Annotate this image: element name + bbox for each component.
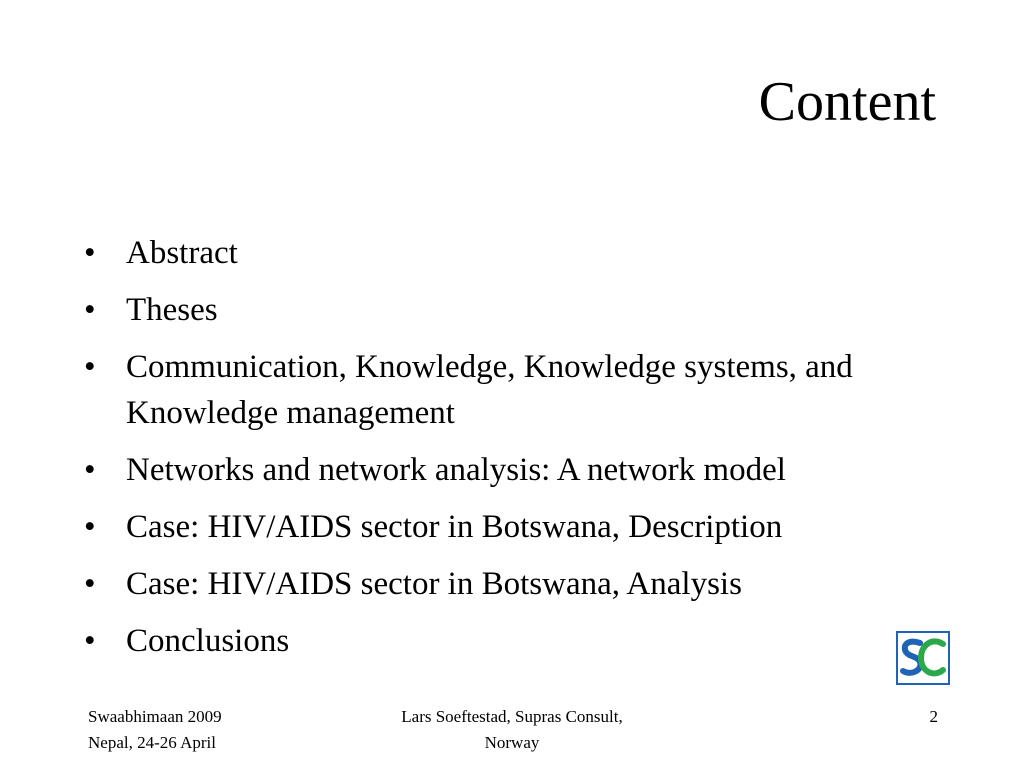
bullet-item [84, 287, 954, 333]
bullet-item [84, 447, 954, 493]
bullet-list [84, 230, 954, 675]
footer-event-name: Swaabhimaan 2009 [88, 707, 222, 726]
bullet-item [84, 230, 954, 276]
bullet-text: Communication, Knowledge, Knowledge systems, and Knowledge management [126, 349, 853, 431]
bullet-dot: • [84, 623, 96, 659]
bullet-item [84, 561, 954, 607]
bullet-dot: • [84, 566, 96, 602]
slide-title: Content [758, 71, 936, 133]
bullet-text: Case: HIV/AIDS sector in Botswana, Description [126, 509, 783, 545]
footer-author-country: Norway [484, 733, 540, 752]
supras-consult-logo [896, 631, 950, 685]
bullet-item [84, 504, 954, 550]
bullet-text: Case: HIV/AIDS sector in Botswana, Analysis [126, 566, 742, 602]
footer-event [88, 704, 222, 756]
bullet-text: Conclusions [126, 623, 290, 659]
footer-author [362, 704, 662, 756]
bullet-text: Theses [126, 292, 218, 328]
bullet-text: Abstract [126, 235, 238, 271]
bullet-item [84, 344, 954, 436]
bullet-text: Networks and network analysis: A network model [126, 452, 786, 488]
bullet-dot: • [84, 509, 96, 545]
footer-event-place-date: Nepal, 24-26 April [88, 733, 216, 752]
bullet-dot: • [84, 349, 96, 385]
bullet-dot: • [84, 292, 96, 328]
page-number: 2 [929, 707, 938, 726]
bullet-dot: • [84, 235, 96, 271]
bullet-dot: • [84, 452, 96, 488]
bullet-item [84, 618, 954, 664]
footer-author-name: Lars Soeftestad, Supras Consult, [401, 707, 623, 726]
